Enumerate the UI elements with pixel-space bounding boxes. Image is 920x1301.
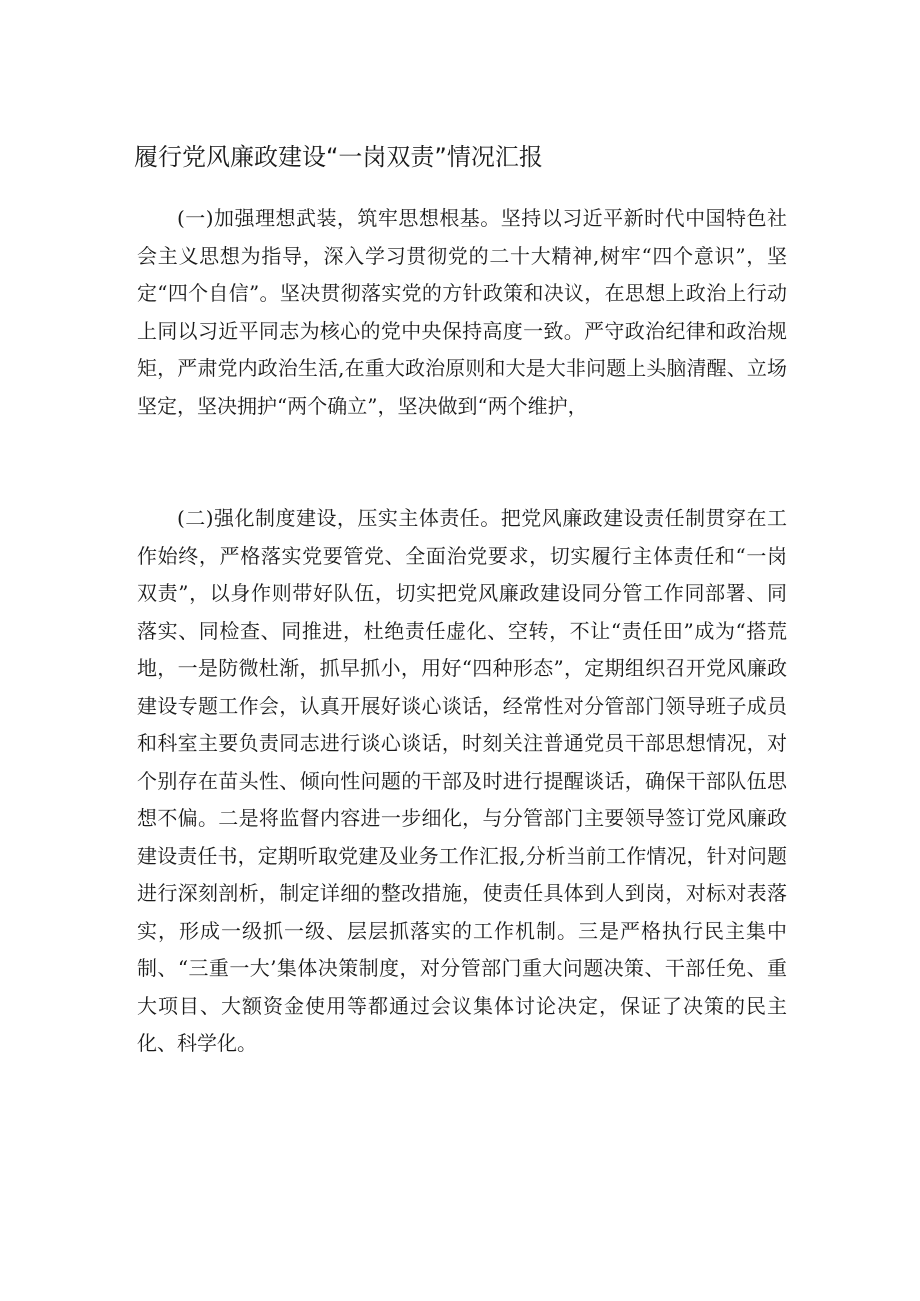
document-title: 履行党风廉政建设“一岗双责”情况汇报 — [134, 143, 543, 171]
paragraph-strengthen-system: (二)强化制度建设，压实主体责任。把党风廉政建设责任制贯穿在工作始终，严格落实党要管党、全面治党要求，切实履行主体责任和“一岗双责”，以身作则带好队伍，切实把党风廉政建设同分管工作同部署、同落实、同检查、同推进，杜绝责任虚化、空转，不让“责任田”成为“搭荒地，一是防微杜渐，抓早抓小，用好“四种形态”，定期组织召开党风廉政建设专题工作会，认真开展好谈心谈话，经常性对分管部门领导班子成员和科室主要负责同志进行谈心谈话，时刻关注普通党员干部思想情况，对个别存在苗头性、倾向性问题的干部及时进行提醒谈话，确保干部队伍思想不偏。二是将监督内容进一步细化，与分管部门主要领导签订党风廉政建设责任书，定期听取党建及业务工作汇报,分析当前工作情况，针对问题进行深刻剖析，制定详细的整改措施，使责任具体到人到岗，对标对表落实，形成一级抓一级、层层抓落实的工作机制。三是严格执行民主集中制、“三重一大’集体决策制度，对分管部门重大问题决策、干部任免、重大项目、大额资金使用等都通过会议集体讨论决定，保证了决策的民主化、科学化。 — [137, 506, 787, 1055]
paragraph-strengthen-ideals: (一)加强理想武装，筑牢思想根基。坚持以习近平新时代中国特色社会主义思想为指导，深入学习贯彻党的二十大精神,树牢“四个意识”，坚定“四个自信”。坚决贯彻落实党的方针政策和决议，在思想上政治上行动上同以习近平同志为核心的党中央保持高度一致。严守政治纪律和政治规矩，严肃党内政治生活,在重大政治原则和大是大非问题上头脑清醒、立场坚定，坚决拥护“两个确立”，坚决做到“两个维护， — [137, 206, 787, 418]
